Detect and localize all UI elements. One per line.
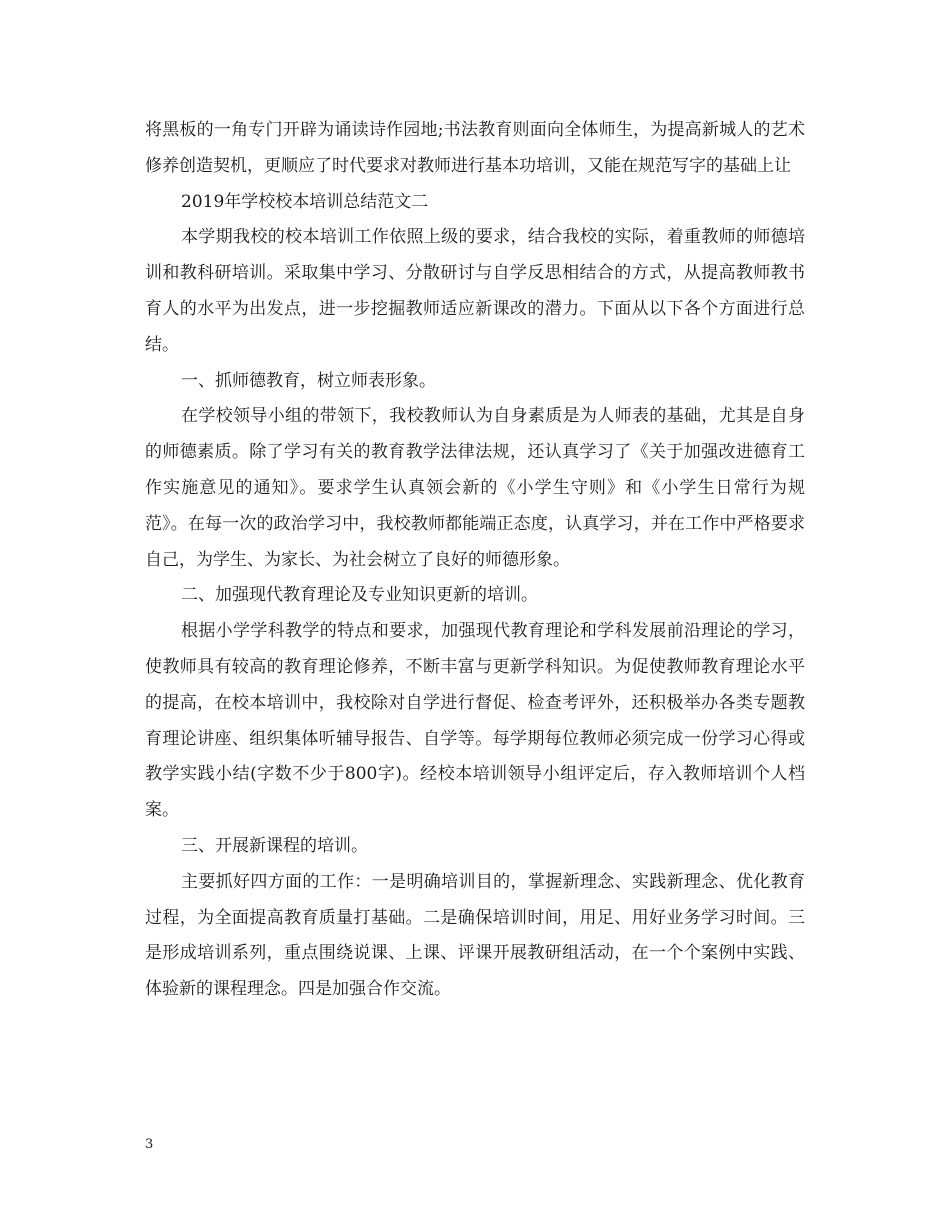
page-number: 3	[145, 1137, 154, 1152]
heading-curriculum: 三、开展新课程的培训。	[181, 835, 368, 856]
document-body	[145, 113, 805, 1008]
heading-ethics: 一、抓师德教育，树立师表形象。	[181, 370, 436, 391]
paragraph-continuation: 将黑板的一角专门开辟为诵读诗作园地;书法教育则面向全体师生，为提高新城人的艺术修养创造契机，更顺应了时代要求对教师进行基本功培训，又能在规范写字的基础上让	[145, 120, 805, 176]
paragraph-intro: 本学期我校的校本培训工作依照上级的要求，结合我校的实际，着重教师的师德培训和教科研培训。采取集中学习、分散研讨与自学反思相结合的方式，从提高教师教书育人的水平为出发点，进一步挖掘教师适应新课改的潜力。下面从以下各个方面进行总结。	[145, 227, 805, 355]
section-title: 2019年学校校本培训总结范文二	[181, 191, 429, 212]
paragraph-curriculum: 主要抓好四方面的工作：一是明确培训目的，掌握新理念、实践新理念、优化教育过程，为全面提高教育质量打基础。二是确保培训时间，用足、用好业务学习时间。三是形成培训系列，重点围绕说课、上课、评课开展教研组活动，在一个个案例中实践、体验新的课程理念。四是加强合作交流。	[145, 871, 805, 1000]
paragraph-theory: 根据小学学科教学的特点和要求，加强现代教育理论和学科发展前沿理论的学习，使教师具有较高的教育理论修养，不断丰富与更新学科知识。为促使教师教育理论水平的提高，在校本培训中，我校除对自学进行督促、检查考评外，还积极举办各类专题教育理论讲座、组织集体听辅导报告、自学等。每学期每位教师必须完成一份学习心得或教学实践小结(字数不少于800字)。经校本培训领导小组评定后，存入教师培训个人档案。	[145, 621, 805, 821]
heading-theory: 二、加强现代教育理论及专业知识更新的培训。	[181, 585, 538, 606]
paragraph-ethics: 在学校领导小组的带领下，我校教师认为自身素质是为人师表的基础，尤其是自身的师德素质。除了学习有关的教育教学法律法规，还认真学习了《关于加强改进德育工作实施意见的通知》。要求学生认真领会新的《小学生守则》和《小学生日常行为规范》。在每一次的政治学习中，我校教师都能端正态度，认真学习，并在工作中严格要求自己，为学生、为家长、为社会树立了良好的师德形象。	[145, 406, 805, 570]
